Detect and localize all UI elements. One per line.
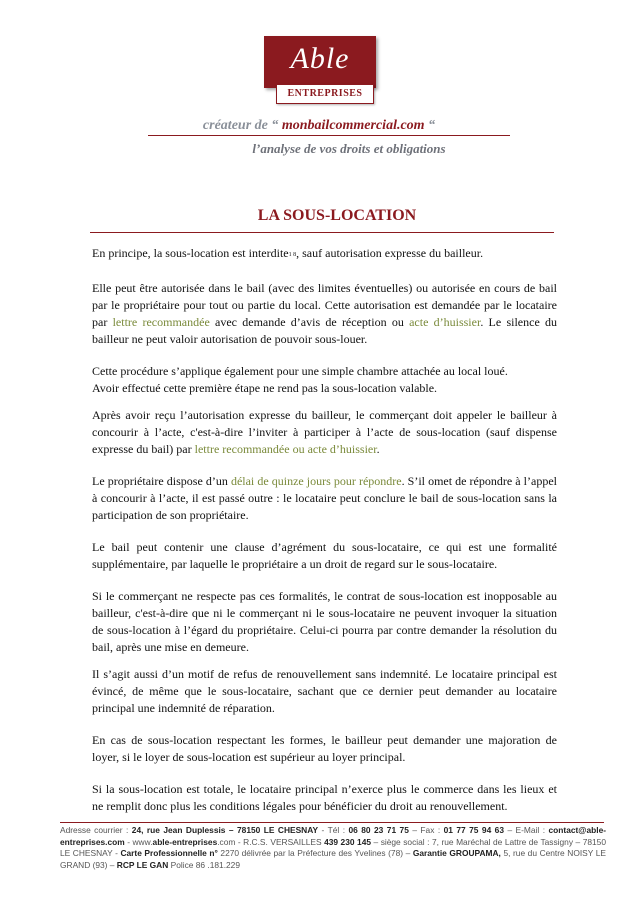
footer-phone: 06 80 23 71 75 [348, 825, 409, 835]
tagline-brand: monbailcommercial.com [281, 118, 425, 133]
footer-garantie: Garantie GROUPAMA, [412, 848, 501, 858]
company-logo [264, 36, 376, 104]
link-delai-quinze-jours[interactable]: délai de quinze jours pour répondre [230, 474, 402, 488]
document-body [92, 245, 557, 830]
paragraph-10: Si la sous-location est totale, le locataire principal n’exerce plus le commerce dans les lieux et ne remplit donc plus les conditions légales pour bénéficier du droit au renouvellement. [92, 782, 557, 813]
p4-text-b: . [376, 442, 380, 456]
footer-email[interactable]: contact@able-entreprises.com [60, 825, 607, 847]
paragraph-6: Le bail peut contenir une clause d’agrément du sous-locataire, ce qui est une formalité supplémentaire, par laquelle le propriétaire a un droit de regard sur le sous-locataire. [92, 540, 557, 571]
logo-subtitle: ENTREPRISES [276, 84, 374, 104]
footnote-ref: 1 8 [288, 252, 297, 258]
p5-text-b: . S’il omet de répondre à l’appel à concourir à l’acte, il est passé outre : le locataire peut conclure le bail de sous-location sans la participation de son propriétaire. [92, 474, 557, 522]
p2-text-a: Elle peut être autorisée dans le bail (avec des limites éventuelles) ou autorisée en cours de bail par le propriétaire pour tout ou partie du local. Cette autorisation est demandée par le locataire par [92, 281, 557, 329]
footer-rcs: 439 230 145 [324, 836, 372, 847]
footer-carte: Carte Professionnelle n° [120, 848, 218, 858]
link-acte-huissier[interactable]: acte d’huissier [409, 315, 481, 329]
footer-text: – E-Mail : [504, 825, 549, 835]
footer-text: 2270 délivrée par la Préfecture des Yvelines (78) – [217, 848, 413, 858]
paragraph-9: En cas de sous-location respectant les formes, le bailleur peut demander une majoration de loyer, si le loyer de sous-location est supérieur au loyer principal. [92, 733, 557, 764]
p4-text-a: Après avoir reçu l’autorisation expresse du bailleur, le commerçant doit appeler le bailleur à concourir à l’acte, c'est-à-dire l’inviter à participer à l’acte de sous-location (sauf dispense expresse du bail) par [92, 408, 557, 456]
header-tagline [0, 118, 638, 134]
logo-box [264, 36, 376, 88]
footer-rcp: RCP LE GAN [116, 859, 169, 870]
header-subtitle: l’analyse de vos droits et obligations [252, 141, 446, 156]
paragraph-1 [92, 245, 557, 265]
p5-text-a: Le propriétaire dispose d’un [92, 474, 231, 488]
paragraph-2 [92, 280, 557, 348]
footer-text: Adresse courrier : [60, 825, 132, 835]
p1-text-a: En principe, la sous-location est interdite [92, 246, 289, 260]
link-lettre-recommandee[interactable]: lettre recommandée [112, 315, 210, 329]
tagline-suffix: “ [424, 118, 436, 133]
footer-text: 5, rue du Centre NOISY LE GRAND (93) – [60, 848, 606, 870]
title-divider [90, 232, 554, 233]
footer-text: – siège social : 7, rue Maréchal de Lattre de Tassigny – 78150 LE CHESNAY - [60, 836, 606, 858]
paragraph-5 [92, 473, 557, 524]
p2-text-c: . Le silence du bailleur ne peut valoir autorisation de pouvoir sous-louer. [92, 315, 558, 346]
p2-text-b: avec demande d’avis de réception ou [209, 315, 410, 329]
link-lettre-ou-acte[interactable]: lettre recommandée ou acte d’huissier [194, 442, 377, 456]
footer [60, 825, 606, 871]
tagline-prefix: créateur de “ [202, 118, 282, 133]
p3-text-b: Avoir effectué cette première étape ne rend pas la sous-location valable. [92, 381, 438, 395]
footer-text: - Tél : [318, 825, 349, 835]
footer-text: – Fax : [408, 825, 444, 835]
logo-title: Able [290, 42, 350, 75]
footer-website[interactable]: able-entreprises [152, 836, 218, 847]
header-divider [148, 135, 510, 136]
paragraph-8: Il s’agit aussi d’un motif de refus de renouvellement sans indemnité. Le locataire principal est évincé, de même que le sous-locataire, sachant que ce dernier peut demander au locataire principal une indemnité de réparation. [92, 667, 557, 715]
footer-divider [60, 822, 604, 823]
footer-text: - www. [124, 836, 153, 847]
footer-fax: 01 77 75 94 63 [443, 825, 504, 835]
paragraph-4 [92, 407, 557, 458]
footer-text: .com - R.C.S. VERSAILLES [217, 836, 325, 847]
footer-address: 24, rue Jean Duplessis – 78150 LE CHESNAY [131, 825, 319, 835]
paragraph-7: Si le commerçant ne respecte pas ces formalités, le contrat de sous-location est inopposable au bailleur, c'est-à-dire que ni le commerçant ni le sous-locataire ne peuvent invoquer la situation de sous-location à l’égard du propriétaire. Celui-ci pourra par contre demander la résolution du bail, après une mise en demeure. [92, 589, 557, 654]
footer-text: Police 86 .181.229 [168, 859, 240, 870]
p3-text-a: Cette procédure s’applique également pour une simple chambre attachée au local loué. [92, 364, 508, 378]
p1-text-b: , sauf autorisation expresse du bailleur. [296, 246, 484, 260]
paragraph-3 [92, 363, 557, 397]
page-title: LA SOUS-LOCATION [257, 207, 417, 224]
